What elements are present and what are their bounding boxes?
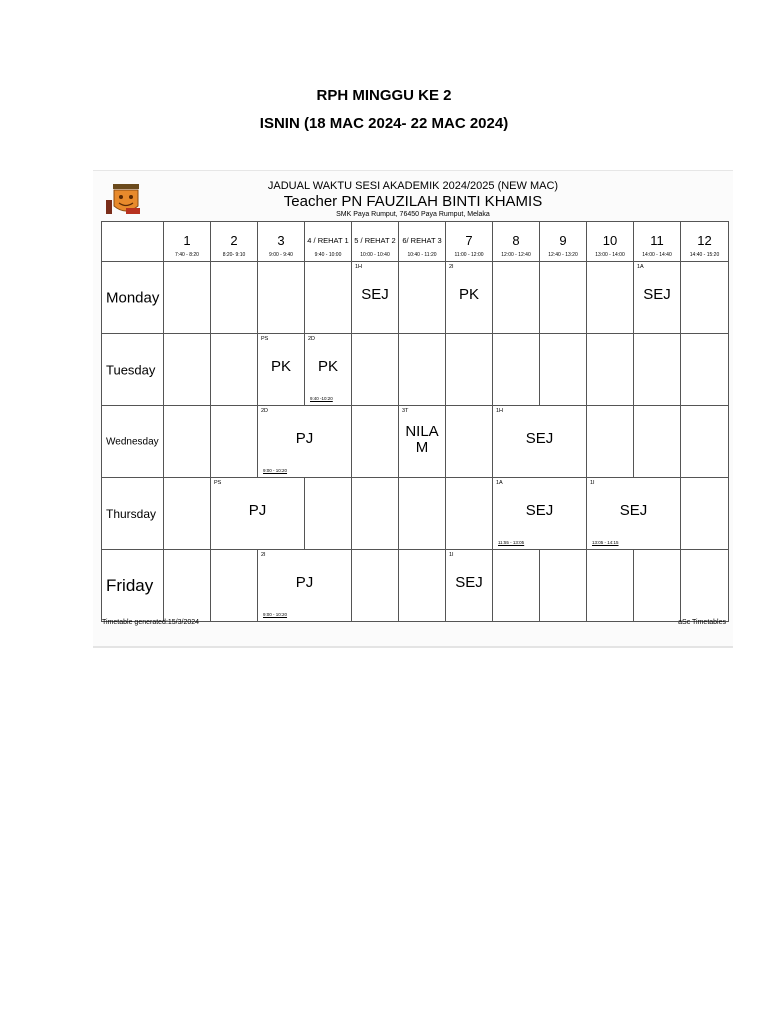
lesson-cell: 1A SEJ 11:55 - 13:05 — [493, 478, 587, 550]
day-label: Tuesday — [102, 334, 164, 406]
teacher-name: Teacher PN FAUZILAH BINTI KHAMIS — [283, 193, 543, 210]
day-label: Friday — [102, 550, 164, 622]
period-header: 7 11:00 - 12:00 — [446, 222, 493, 262]
period-header: 11 14:00 - 14:40 — [634, 222, 681, 262]
lesson-cell: PS PJ — [211, 478, 305, 550]
day-row-wednesday — [102, 406, 729, 478]
period-header: 3 9:00 - 9:40 — [258, 222, 305, 262]
period-header: 4 / REHAT 1 9:40 - 10:00 — [305, 222, 352, 262]
lesson-cell: 1I SEJ 13:05 - 14:15 — [587, 478, 681, 550]
lesson-cell: PS PK — [258, 334, 305, 406]
period-header-row — [102, 222, 729, 262]
period-header: 5 / REHAT 2 10:00 - 10:40 — [352, 222, 399, 262]
document-subheading: ISNIN (18 MAC 2024- 22 MAC 2024) — [259, 115, 509, 132]
lesson-cell: 2D PK 9:40 -10:20 — [305, 334, 352, 406]
document-heading: RPH MINGGU KE 2 — [316, 87, 452, 104]
day-label: Wednesday — [102, 406, 164, 478]
lesson-cell: 3T NILA M — [399, 406, 446, 478]
lesson-cell: 1I SEJ — [446, 550, 493, 622]
school-address: SMK Paya Rumput, 76450 Paya Rumput, Melaka — [336, 211, 490, 218]
period-header: 10 13:00 - 14:00 — [587, 222, 634, 262]
day-label: Monday — [102, 262, 164, 334]
period-header: 1 7:40 - 8:20 — [164, 222, 211, 262]
day-row-friday — [102, 550, 729, 622]
day-row-tuesday — [102, 334, 729, 406]
corner-cell — [102, 222, 164, 262]
lesson-cell: 1H SEJ — [493, 406, 587, 478]
lesson-cell: 1H SEJ — [352, 262, 399, 334]
day-row-monday — [102, 262, 729, 334]
generated-date: Timetable generated:15/3/2024 — [102, 619, 200, 626]
timetable-image — [93, 170, 733, 648]
timetable-grid — [101, 221, 729, 622]
lesson-cell: 1A SEJ — [634, 262, 681, 334]
period-header: 6/ REHAT 3 10:40 - 11:20 — [399, 222, 446, 262]
period-header: 9 12:40 - 13:20 — [540, 222, 587, 262]
day-label: Thursday — [102, 478, 164, 550]
period-header: 2 8:20- 9:10 — [211, 222, 258, 262]
timetable-title: JADUAL WAKTU SESI AKADEMIK 2024/2025 (NEW MAC) — [267, 180, 559, 192]
day-row-thursday — [102, 478, 729, 550]
period-header: 8 12:00 - 12:40 — [493, 222, 540, 262]
lesson-cell: 2I PK — [446, 262, 493, 334]
lesson-cell: 2I PJ 9:00 - 10:20 — [258, 550, 352, 622]
period-header: 12 14:40 - 15:20 — [681, 222, 729, 262]
generator-credit: aSc Timetables — [678, 619, 726, 626]
lesson-cell: 2D PJ 9:00 - 10:20 — [258, 406, 352, 478]
